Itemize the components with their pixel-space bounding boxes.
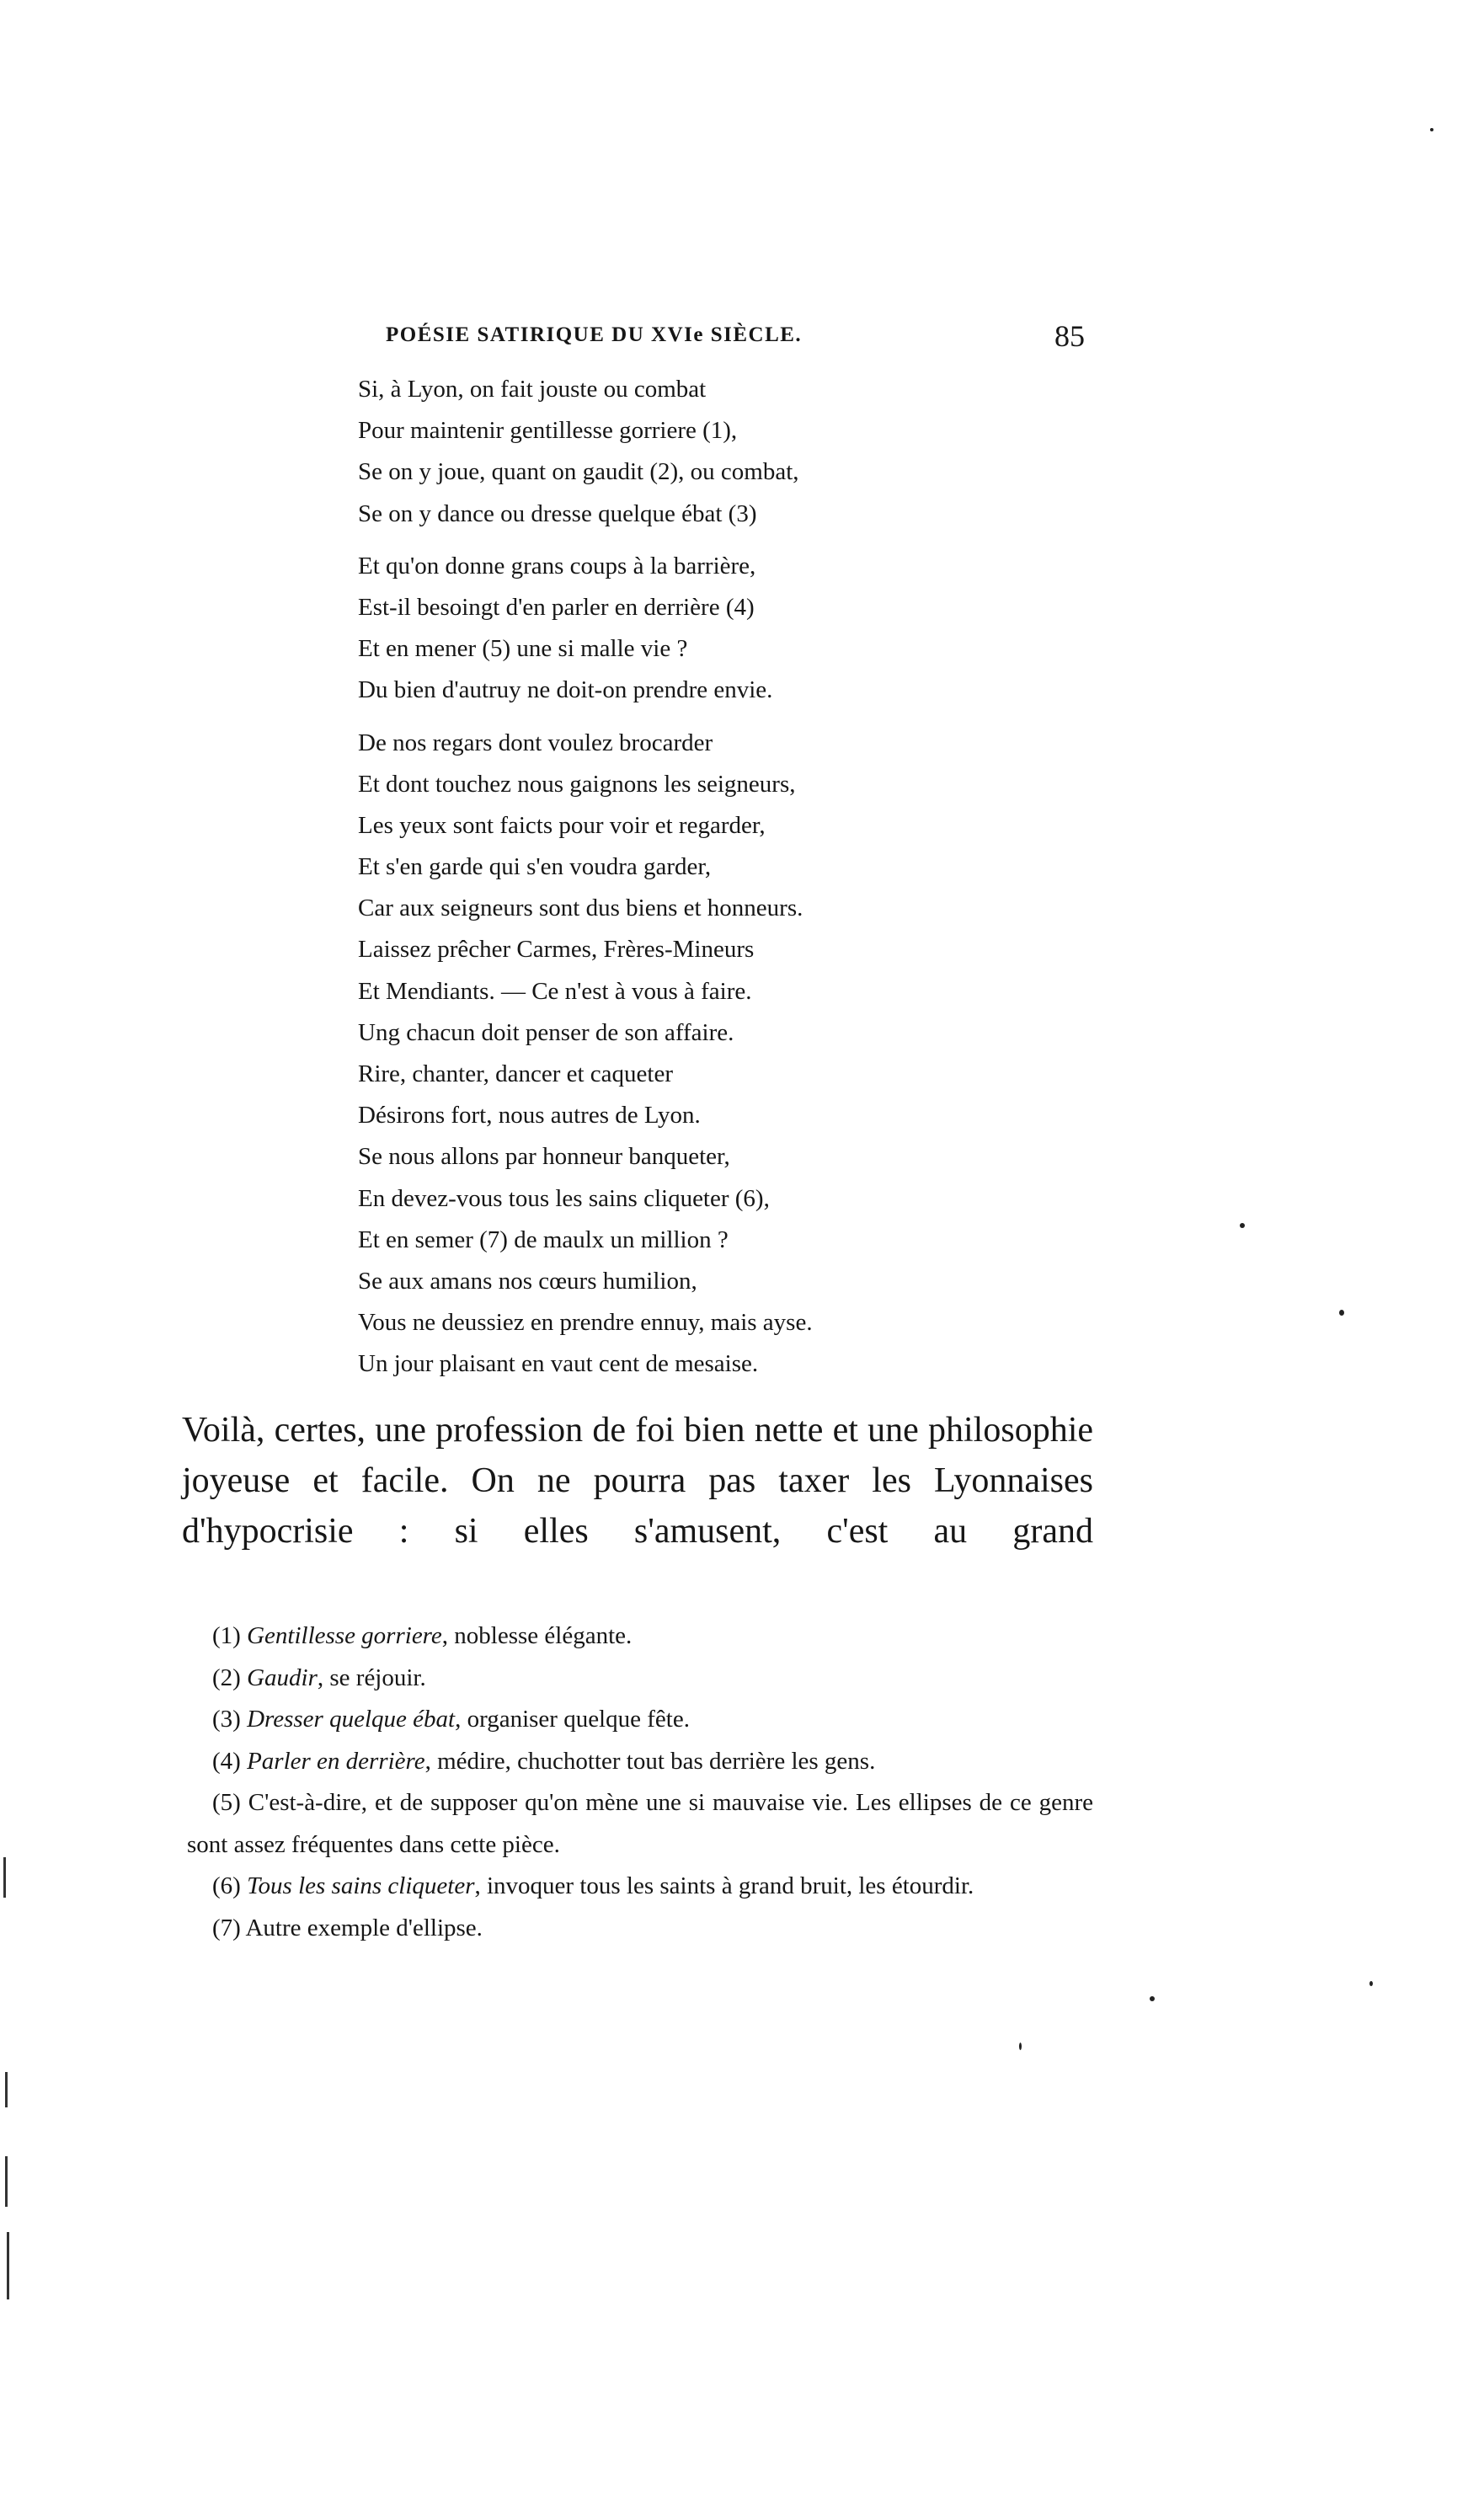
poem-line: De nos regars dont voulez brocarder <box>358 729 713 756</box>
footnote <box>187 1908 1093 1950</box>
scan-speck <box>1339 1310 1344 1316</box>
poem-line: Et en mener (5) une si malle vie ? <box>358 635 688 663</box>
footnote-term: Gentillesse gorriere <box>247 1622 442 1649</box>
poem-line: Se on y dance ou dresse quelque ébat (3) <box>358 499 757 527</box>
scan-speck <box>1430 128 1433 131</box>
footnote-number: (2) <box>212 1664 241 1691</box>
footnote-number: (4) <box>212 1747 241 1775</box>
footnote-term: Tous les sains cliqueter <box>247 1872 475 1899</box>
footnote-gloss: C'est-à-dire, et de supposer qu'on mène une si mauvaise vie. Les ellipses de ce genre sont assez fréquentes dans cette pièce. <box>187 1789 1094 1858</box>
poem-line: Et qu'on donne grans coups à la barrière, <box>358 552 756 579</box>
poem-line: Se nous allons par honneur banqueter, <box>358 1143 730 1171</box>
footnote-gloss: , organiser quelque fête. <box>455 1706 690 1733</box>
poem-line: Laissez prêcher Carmes, Frères-Mineurs <box>358 936 755 964</box>
scan-speck <box>1150 1996 1155 2001</box>
poem-line: Car aux seigneurs sont dus biens et honneurs. <box>358 895 803 922</box>
poem-line: Et dont touchez nous gaignons les seigneurs, <box>358 770 796 798</box>
footnote <box>187 1615 1093 1658</box>
footnote <box>187 1699 1093 1741</box>
poem-line: Rire, chanter, dancer et caqueter <box>358 1060 673 1087</box>
poem-stanza <box>358 546 1116 712</box>
poem-line: Et en semer (7) de maulx un million ? <box>358 1226 729 1253</box>
scan-speck <box>1369 1981 1373 1986</box>
commentary-paragraph <box>182 1405 1093 1557</box>
poem-line: Un jour plaisant en vaut cent de mesaise. <box>358 1350 759 1378</box>
page-number: 85 <box>1054 319 1085 353</box>
footnote <box>187 1658 1093 1700</box>
footnote-number: (5) <box>212 1789 241 1816</box>
commentary-text: Voilà, certes, une profession de foi bien nette et une philosophie joyeuse et facile. On ne pourra pas taxer les Lyonnaises d'hypocrisie : si elles s'amusent, c'est au grand <box>182 1411 1093 1551</box>
poem-line: Et s'en garde qui s'en voudra garder, <box>358 853 712 881</box>
poem-line: Désirons fort, nous autres de Lyon. <box>358 1102 701 1130</box>
footnote-gloss: , invoquer tous les saints à grand bruit, les étourdir. <box>474 1872 974 1899</box>
footnote-number: (1) <box>212 1622 241 1649</box>
scan-edge-mark <box>5 2072 8 2107</box>
footnotes <box>187 1615 1093 1949</box>
footnote <box>187 1741 1093 1783</box>
running-title: POÉSIE SATIRIQUE DU XVIe SIÈCLE. <box>386 323 803 346</box>
scan-speck <box>1019 2043 1022 2050</box>
running-head <box>386 318 1085 352</box>
footnote-term: Parler en derrière <box>247 1747 425 1775</box>
poem-stanza <box>358 369 1116 535</box>
footnote-number: (7) <box>212 1914 241 1941</box>
poem-line: Du bien d'autruy ne doit-on prendre envie. <box>358 676 773 704</box>
poem-line: Pour maintenir gentillesse gorriere (1), <box>358 417 738 445</box>
footnote-number: (3) <box>212 1706 241 1733</box>
scan-edge-mark <box>3 1857 6 1898</box>
footnote-gloss: Autre exemple d'ellipse. <box>245 1914 483 1941</box>
poem-line: Vous ne deussiez en prendre ennuy, mais ayse. <box>358 1309 813 1337</box>
poem-line: En devez-vous tous les sains cliqueter (6), <box>358 1184 770 1212</box>
poem-line: Si, à Lyon, on fait jouste ou combat <box>358 376 707 403</box>
poem-line: Les yeux sont faicts pour voir et regarder, <box>358 811 766 839</box>
scan-speck <box>1240 1223 1245 1228</box>
scan-edge-mark <box>5 2156 8 2207</box>
footnote-gloss: , se réjouir. <box>317 1664 426 1691</box>
footnote-gloss: , noblesse élégante. <box>441 1622 633 1649</box>
poem-line: Est-il besoingt d'en parler en derrière (4) <box>358 593 755 621</box>
footnote-term: Dresser quelque ébat <box>247 1706 456 1733</box>
footnote-number: (6) <box>212 1872 241 1899</box>
poem-line: Se aux amans nos cœurs humilion, <box>358 1267 697 1295</box>
scan-edge-mark <box>7 2232 9 2299</box>
poem <box>358 369 1116 1386</box>
poem-line: Et Mendiants. — Ce n'est à vous à faire. <box>358 977 752 1005</box>
poem-stanza <box>358 723 1116 1386</box>
poem-line: Se on y joue, quant on gaudit (2), ou combat, <box>358 458 799 486</box>
footnote <box>187 1782 1093 1866</box>
footnote-gloss: , médire, chuchotter tout bas derrière les gens. <box>424 1747 876 1775</box>
footnote-term: Gaudir <box>247 1664 318 1691</box>
footnote <box>187 1866 1093 1908</box>
poem-line: Ung chacun doit penser de son affaire. <box>358 1018 734 1046</box>
